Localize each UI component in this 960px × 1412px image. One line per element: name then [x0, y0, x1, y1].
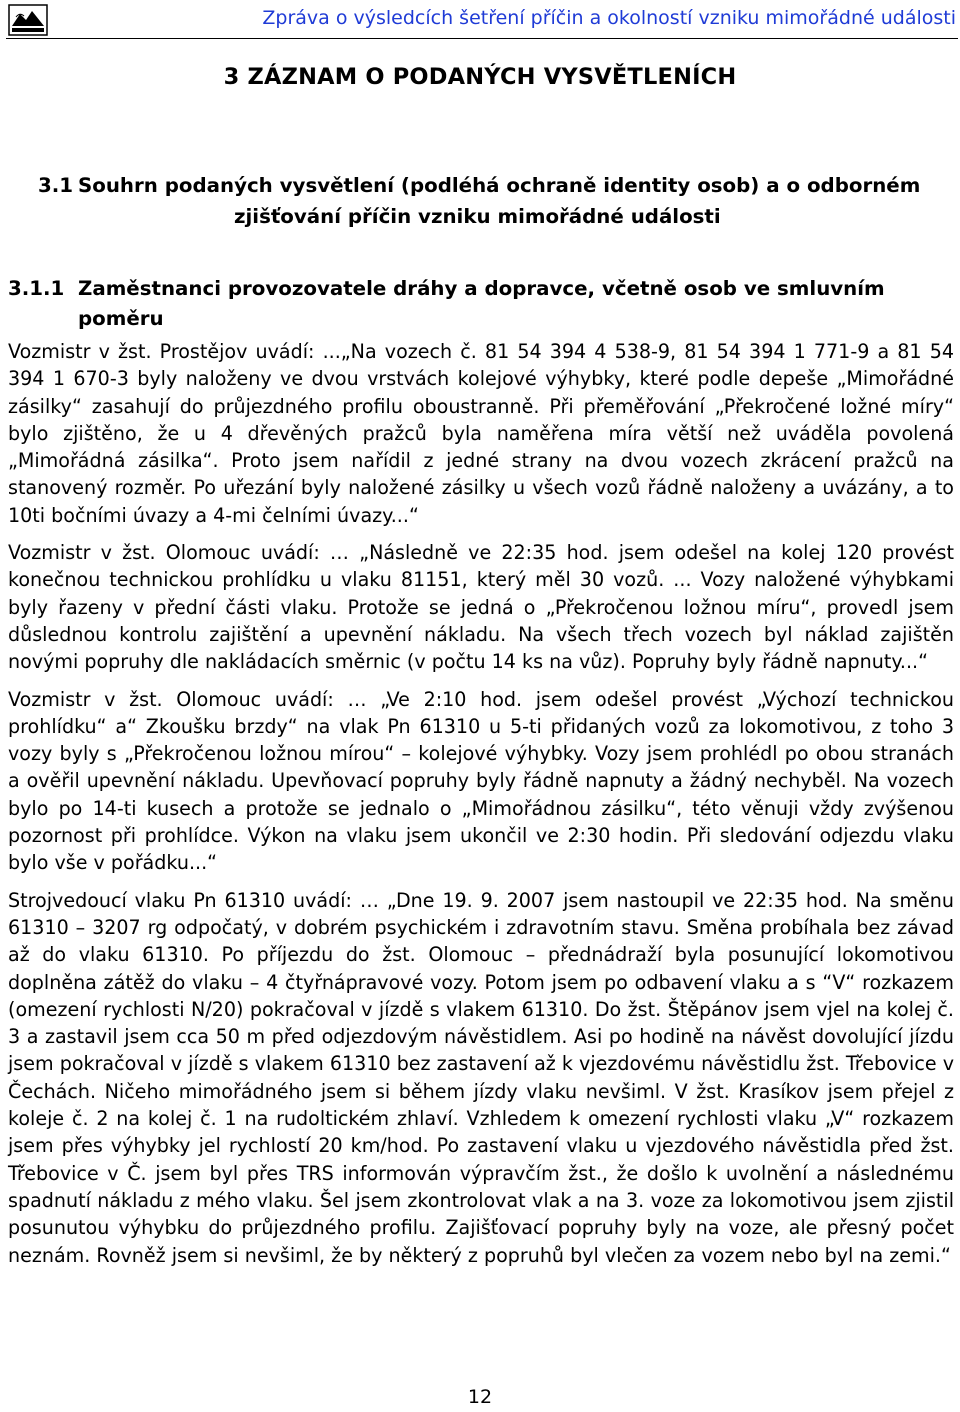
drazni-inspekce-logo [8, 4, 48, 36]
subsubsection-heading [8, 274, 953, 334]
subsubsection-title-line1: Zaměstnanci provozovatele dráhy a dopravce, včetně osob ve smluvním [78, 277, 885, 300]
subsection-title-line2: zjišťování příčin vzniku mimořádné události [234, 205, 721, 228]
document-body [8, 338, 954, 1279]
subsection-heading [38, 170, 953, 232]
subsubsection-number: 3.1.1 [8, 277, 65, 300]
statement-paragraph: Strojvedoucí vlaku Pn 61310 uvádí: … „Dne 19. 9. 2007 jsem nastoupil ve 22:35 hod. Na směnu 61310 – 3207 rg odpočatý, v dobrém psychickém i zdravotním stavu. Směna probíhala bez závad až do vlaku 61310. Po příjezdu do žst. Olomouc – přednádraží byla posunující lokomotivou doplněna zátěž do vlaku – 4 čtyřnápravové vozy. Potom jsem po odbavení vlaku a s “V“ rozkazem (omezení rychlosti N/20) pokračoval v jízdě s vlakem 61310. Do žst. Štěpánov jsem vjel na kolej č. 3 a zastavil jsem cca 50 m před odjezdovým návěstidlem. Asi po hodině na návěst dovolující jízdu jsem pokračoval v jízdě s vlakem 61310 bez zastavení až k vjezdovému návěstidlu žst. Třebovice v Čechách. Ničeho mimořádného jsem si během jízdy vlaku nevšiml. V žst. Krasíkov jsem přejel z koleje č. 2 na kolej č. 1 na rudoltickém zhlaví. Vzhledem k omezení rychlosti vlaku „V“ rozkazem jsem přes výhybky jel rychlostí 20 km/hod. Po zastavení vlaku u vjezdového návěstidla před žst. Třebovice v Č. jsem byl přes TRS informován výpravčím žst., že došlo k uvolnění a následnému spadnutí nákladu z mého vlaku. Šel jsem zkontrolovat vlak a na 3. voze za lokomotivou jsem zjistil posunutou výhybku do průjezdného profilu. Zajišťovací popruhy byly na voze, ale přesný počet neznám. Rovněž jsem si nevšiml, že by některý z popruhů byl vlečen za vozem nebo byl na zemi.“ [8, 888, 954, 1267]
subsubsection-title-line2: poměru [78, 307, 164, 330]
statement-paragraph: Vozmistr v žst. Olomouc uvádí: … „Ve 2:10 hod. jsem odešel provést „Výchozí technickou prohlídku“ a“ Zkoušku brzdy“ na vlak Pn 61310 u 5-ti přidaných vozů za lokomotivou, z toho 3 vozy byly s „Překročenou ložnou mírou“ – kolejové výhybky. Vozy jsem prohlédl po obou stranách a ověřil upevnění nákladu. Upevňovací popruhy byly řádně napnuty a žádný nechyběl. Na vozech bylo po 14-ti kusech a protože se jednalo o „Mimořádnou zásilku“, této věnuji vždy zvýšenou pozornost při prohlídce. Výkon na vlaku jsem ukončil ve 2:30 hodin. Při sledování odjezdu vlaku bylo vše v pořádku...“ [8, 687, 954, 875]
section-heading: 3 ZÁZNAM O PODANÝCH VYSVĚTLENÍCH [223, 64, 737, 90]
subsection-number: 3.1 [38, 174, 74, 197]
document-title: Zpráva o výsledcích šetření příčin a okolností vzniku mimořádné události [262, 7, 956, 29]
page-number: 12 [467, 1386, 493, 1408]
statement-paragraph: Vozmistr v žst. Prostějov uvádí: ...„Na vozech č. 81 54 394 4 538-9, 81 54 394 1 771-9 a 81 54 394 1 670-3 byly naloženy ve dvou vrstvách kolejové výhybky, které podle depeše „Mimořádné zásilky“ zasahují do průjezdného profilu oboustranně. Při přeměřování „Překročené ložné míry“ bylo zjištěno, že u 4 dřevěných pražců byla naměřena míra větší než uváděla povolená „Mimořádná zásilka“. Proto jsem nařídil z jedné strany na dvou vozech zkrácení pražců na stanovený rozměr. Po uřezání byly naložené zásilky u všech vozů řádně naloženy a uvázány, a to 10ti bočními úvazy a 4-mi čelními úvazy...“ [8, 340, 954, 527]
subsection-title-line1: Souhrn podaných vysvětlení (podléhá ochraně identity osob) a o odborném [78, 174, 921, 197]
page-header [6, 4, 958, 39]
statement-paragraph: Vozmistr v žst. Olomouc uvádí: … „Následně ve 22:35 hod. jsem odešel na kolej 120 provést konečnou technickou prohlídku u vlaku 81151, který měl 30 vozů. ... Vozy naložené výhybkami byly řazeny v přední části vlaku. Protože se jedná o „Překročenou ložnou míru“, provedl jsem důslednou kontrolu zajištění a upevnění nákladu. Na všech třech vozech byl náklad zajištěn novými popruhy dle nakládacích směrnic (v počtu 14 ks na vůz). Popruhy byly řádně napnuty...“ [8, 541, 954, 674]
